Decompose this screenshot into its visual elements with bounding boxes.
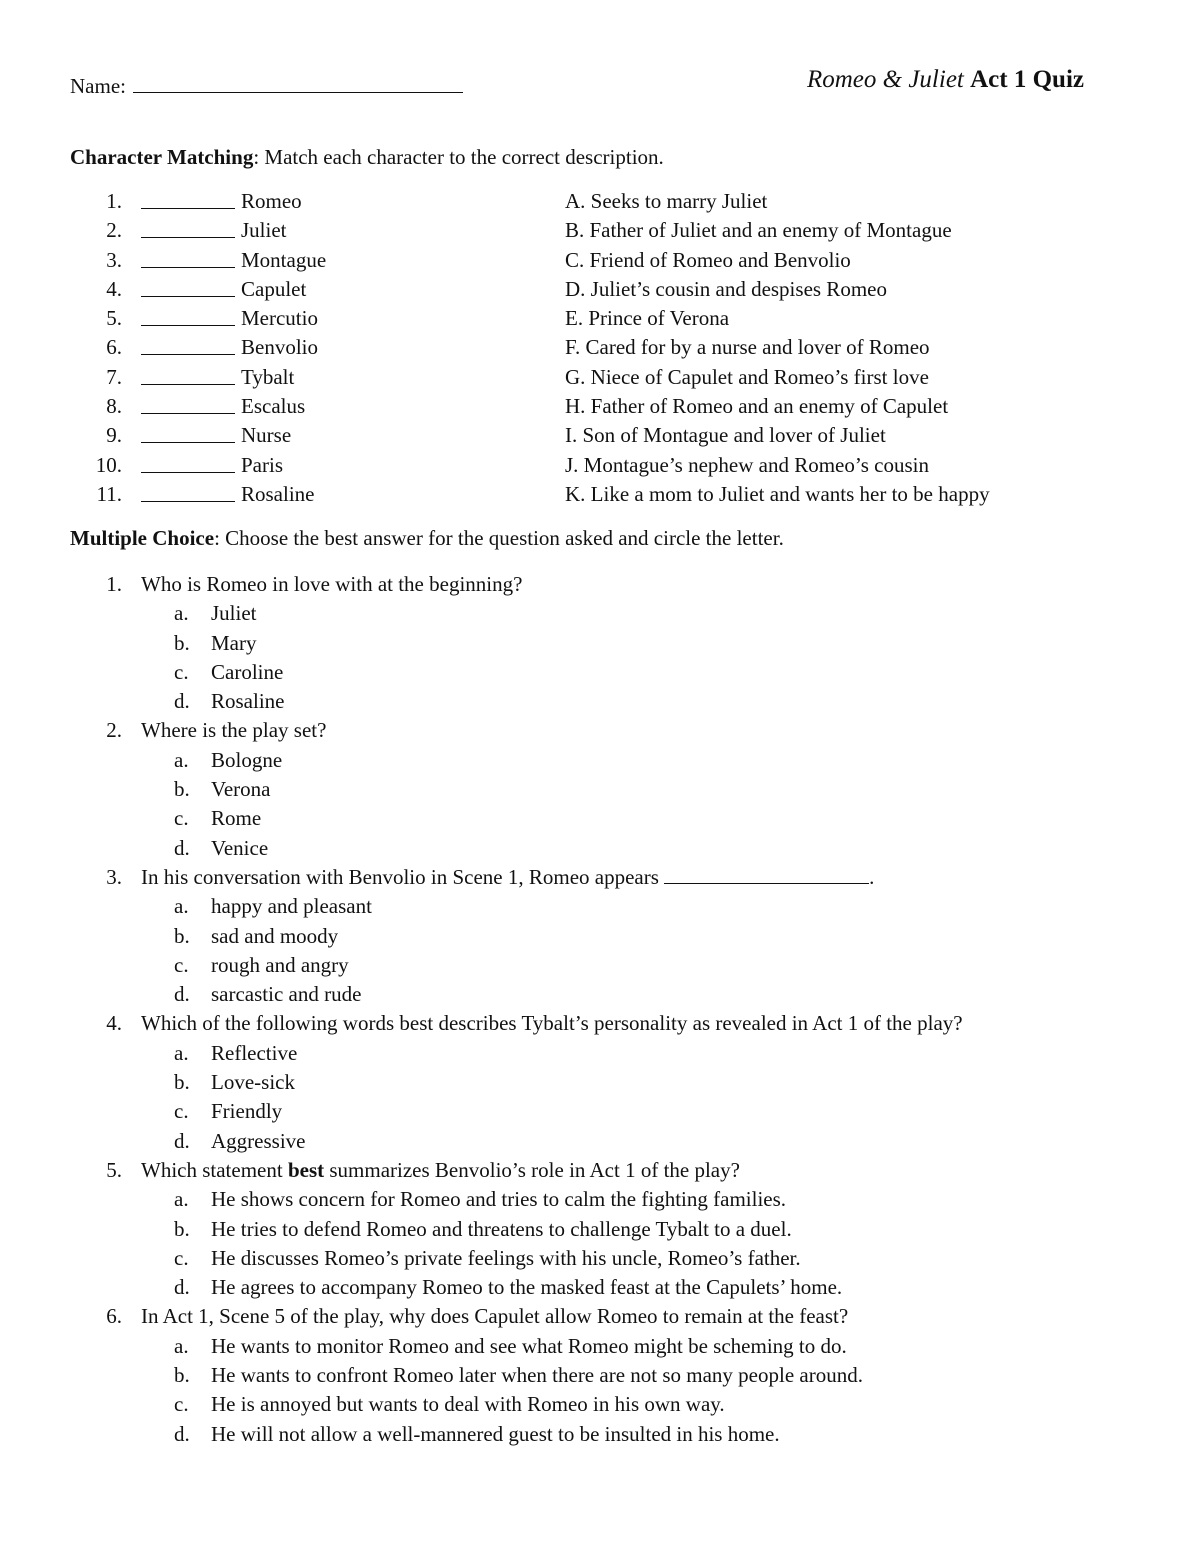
character-name: Rosaline xyxy=(241,481,315,506)
question-text: Where is the play set? xyxy=(141,718,327,743)
matching-row xyxy=(70,275,1120,304)
matching-list xyxy=(70,187,1120,509)
fill-in-blank[interactable] xyxy=(664,865,869,884)
question-text xyxy=(141,863,874,892)
option-text: Caroline xyxy=(211,659,284,684)
option-text: Bologne xyxy=(211,747,283,772)
option-letter[interactable]: a. xyxy=(174,601,189,626)
answer-option[interactable] xyxy=(70,1039,1120,1068)
question-number: 4. xyxy=(106,1011,122,1036)
answer-option[interactable] xyxy=(70,892,1120,921)
option-text: He will not allow a well-mannered guest to be insulted in his home. xyxy=(211,1421,780,1446)
character-name: Paris xyxy=(241,452,283,477)
answer-option[interactable] xyxy=(70,1215,1120,1244)
answer-blank[interactable] xyxy=(141,251,235,268)
question-suffix: . xyxy=(869,864,875,889)
row-number: 5. xyxy=(106,306,122,331)
matching-row xyxy=(70,216,1120,245)
option-text: He wants to confront Romeo later when there are not so many people around. xyxy=(211,1363,863,1388)
row-number: 10. xyxy=(95,452,122,477)
character-description: B. Father of Juliet and an enemy of Montague xyxy=(565,218,952,243)
row-number: 7. xyxy=(106,364,122,389)
option-text: He tries to defend Romeo and threatens to challenge Tybalt to a duel. xyxy=(211,1216,792,1241)
character-name: Mercutio xyxy=(241,306,318,331)
answer-option[interactable] xyxy=(70,1361,1120,1390)
matching-row xyxy=(70,246,1120,275)
matching-row xyxy=(70,333,1120,362)
option-letter[interactable]: d. xyxy=(174,689,190,714)
option-letter[interactable]: c. xyxy=(174,1392,189,1417)
answer-option[interactable] xyxy=(70,1332,1120,1361)
option-letter[interactable]: c. xyxy=(174,659,189,684)
option-text: sad and moody xyxy=(211,923,339,948)
option-text: sarcastic and rude xyxy=(211,982,362,1007)
answer-option[interactable] xyxy=(70,951,1120,980)
question-number: 5. xyxy=(106,1157,122,1182)
answer-blank[interactable] xyxy=(141,397,235,414)
option-text: Mary xyxy=(211,630,257,655)
character-description: G. Niece of Capulet and Romeo’s first love xyxy=(565,364,929,389)
character-description: D. Juliet’s cousin and despises Romeo xyxy=(565,276,887,301)
character-name: Juliet xyxy=(241,218,287,243)
answer-option[interactable] xyxy=(70,922,1120,951)
matching-heading: Character Matching xyxy=(70,145,254,169)
option-text: rough and angry xyxy=(211,952,349,977)
option-letter[interactable]: c. xyxy=(174,952,189,977)
row-number: 1. xyxy=(106,189,122,213)
question-text: In Act 1, Scene 5 of the play, why does Capulet allow Romeo to remain at the feast? xyxy=(141,1304,849,1329)
answer-option[interactable] xyxy=(70,629,1120,658)
matching-row xyxy=(70,392,1120,421)
matching-instructions xyxy=(70,145,664,170)
question xyxy=(70,1302,1120,1331)
option-text: Venice xyxy=(211,835,269,860)
answer-option[interactable] xyxy=(70,1097,1120,1126)
row-number: 4. xyxy=(106,276,122,301)
option-letter[interactable]: c. xyxy=(174,806,189,831)
answer-blank[interactable] xyxy=(141,338,235,355)
answer-blank[interactable] xyxy=(141,485,235,502)
character-description: J. Montague’s nephew and Romeo’s cousin xyxy=(565,452,929,477)
answer-option[interactable] xyxy=(70,1185,1120,1214)
row-number: 9. xyxy=(106,423,122,448)
question-number: 1. xyxy=(106,572,122,596)
question-text xyxy=(141,1156,740,1185)
character-name: Romeo xyxy=(241,189,302,213)
option-letter[interactable]: d. xyxy=(174,1128,190,1153)
character-name: Nurse xyxy=(241,423,292,448)
answer-blank[interactable] xyxy=(141,368,235,385)
answer-blank[interactable] xyxy=(141,309,235,326)
matching-row xyxy=(70,363,1120,392)
character-description: A. Seeks to marry Juliet xyxy=(565,189,768,213)
option-text: He discusses Romeo’s private feelings with his uncle, Romeo’s father. xyxy=(211,1245,801,1270)
matching-row xyxy=(70,421,1120,450)
answer-option[interactable] xyxy=(70,658,1120,687)
option-letter[interactable]: c. xyxy=(174,1245,189,1270)
answer-option[interactable] xyxy=(70,834,1120,863)
mc-instructions xyxy=(70,526,784,551)
option-letter[interactable]: d. xyxy=(174,1421,190,1446)
question-text-post: summarizes Benvolio’s role in Act 1 of the play? xyxy=(329,1157,740,1182)
row-number: 3. xyxy=(106,247,122,272)
option-letter[interactable]: d. xyxy=(174,835,190,860)
option-text: Verona xyxy=(211,777,271,802)
answer-option[interactable] xyxy=(70,599,1120,628)
answer-option[interactable] xyxy=(70,804,1120,833)
answer-blank[interactable] xyxy=(141,426,235,443)
answer-blank[interactable] xyxy=(141,192,235,209)
matching-row xyxy=(70,451,1120,480)
option-letter[interactable]: a. xyxy=(174,747,189,772)
option-letter[interactable]: c. xyxy=(174,1099,189,1124)
option-letter[interactable]: b. xyxy=(174,1363,190,1388)
quiz-title xyxy=(807,66,1084,94)
question-text-emphasis: best xyxy=(287,1157,325,1182)
mc-heading: Multiple Choice xyxy=(70,526,215,550)
option-letter[interactable]: b. xyxy=(174,923,190,948)
answer-option[interactable] xyxy=(70,775,1120,804)
character-name: Montague xyxy=(241,247,327,272)
question-text-pre: Which statement xyxy=(141,1157,283,1182)
row-number: 11. xyxy=(96,481,122,506)
name-field xyxy=(70,72,463,99)
character-description: H. Father of Romeo and an enemy of Capulet xyxy=(565,394,949,419)
question-text-main: In his conversation with Benvolio in Scene 1, Romeo appears xyxy=(141,864,659,889)
row-number: 2. xyxy=(106,218,122,243)
matching-row xyxy=(70,480,1120,509)
option-text: Rosaline xyxy=(211,689,285,714)
character-name: Capulet xyxy=(241,276,307,301)
option-letter[interactable]: a. xyxy=(174,1187,189,1212)
answer-option[interactable] xyxy=(70,1068,1120,1097)
answer-blank[interactable] xyxy=(141,280,235,297)
answer-option[interactable] xyxy=(70,980,1120,1009)
answer-option[interactable] xyxy=(70,1420,1120,1449)
answer-option[interactable] xyxy=(70,687,1120,716)
answer-option[interactable] xyxy=(70,1127,1120,1156)
question-text: Who is Romeo in love with at the beginning? xyxy=(141,572,523,596)
option-letter[interactable]: b. xyxy=(174,1216,190,1241)
answer-option[interactable] xyxy=(70,1273,1120,1302)
option-letter[interactable]: b. xyxy=(174,777,190,802)
option-text: Rome xyxy=(211,806,262,831)
name-label: Name: xyxy=(70,74,126,98)
character-description: K. Like a mom to Juliet and wants her to be happy xyxy=(565,481,990,506)
answer-blank[interactable] xyxy=(141,456,235,473)
option-text: happy and pleasant xyxy=(211,894,372,919)
title-act: Act 1 Quiz xyxy=(970,66,1084,93)
mc-instruction: : Choose the best answer for the question asked and circle the letter. xyxy=(214,526,784,550)
option-text: He is annoyed but wants to deal with Romeo in his own way. xyxy=(211,1392,725,1417)
question-number: 3. xyxy=(106,864,122,889)
character-description: F. Cared for by a nurse and lover of Romeo xyxy=(565,335,930,360)
option-text: Juliet xyxy=(211,601,257,626)
question-text: Which of the following words best describes Tybalt’s personality as revealed in Act 1 of the play? xyxy=(141,1011,963,1036)
option-text: He shows concern for Romeo and tries to calm the fighting families. xyxy=(211,1187,787,1212)
answer-option[interactable] xyxy=(70,1390,1120,1419)
option-text: Aggressive xyxy=(211,1128,306,1153)
option-letter[interactable]: a. xyxy=(174,894,189,919)
character-description: E. Prince of Verona xyxy=(565,306,730,331)
page-header xyxy=(70,66,1084,102)
option-text: He wants to monitor Romeo and see what Romeo might be scheming to do. xyxy=(211,1333,847,1358)
question xyxy=(70,1156,1120,1185)
question xyxy=(70,1009,1120,1038)
multiple-choice-list xyxy=(70,570,1120,1449)
character-name: Benvolio xyxy=(241,335,318,360)
answer-option[interactable] xyxy=(70,1244,1120,1273)
character-name: Tybalt xyxy=(241,364,295,389)
question-number: 2. xyxy=(106,718,122,743)
answer-blank[interactable] xyxy=(141,221,235,238)
name-blank[interactable] xyxy=(133,72,463,93)
matching-row xyxy=(70,187,1120,216)
answer-option[interactable] xyxy=(70,746,1120,775)
matching-instruction: : Match each character to the correct description. xyxy=(253,145,664,169)
option-letter[interactable]: d. xyxy=(174,982,190,1007)
option-text: Friendly xyxy=(211,1099,283,1124)
option-text: He agrees to accompany Romeo to the masked feast at the Capulets’ home. xyxy=(211,1275,843,1300)
question xyxy=(70,716,1120,745)
option-text: Love-sick xyxy=(211,1070,295,1095)
option-letter[interactable]: a. xyxy=(174,1333,189,1358)
character-description: C. Friend of Romeo and Benvolio xyxy=(565,247,851,272)
character-name: Escalus xyxy=(241,394,306,419)
option-letter[interactable]: b. xyxy=(174,630,190,655)
option-letter[interactable]: b. xyxy=(174,1070,190,1095)
character-description: I. Son of Montague and lover of Juliet xyxy=(565,423,886,448)
question xyxy=(70,570,1120,599)
option-letter[interactable]: d. xyxy=(174,1275,190,1300)
row-number: 6. xyxy=(106,335,122,360)
matching-row xyxy=(70,304,1120,333)
option-text: Reflective xyxy=(211,1040,298,1065)
question xyxy=(70,863,1120,892)
title-play: Romeo & Juliet xyxy=(806,66,964,93)
row-number: 8. xyxy=(106,394,122,419)
option-letter[interactable]: a. xyxy=(174,1040,189,1065)
question-number: 6. xyxy=(106,1304,122,1329)
